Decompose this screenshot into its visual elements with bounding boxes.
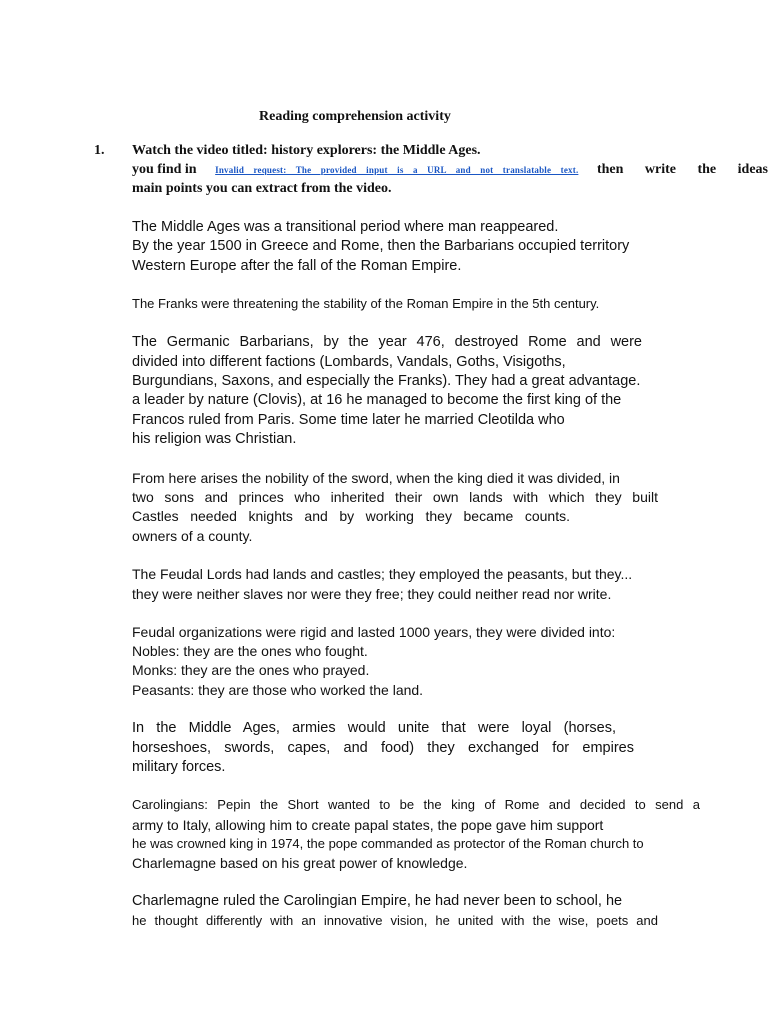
translation-error-link[interactable]: Invalid request: The provided input is a URL and not translatable text.: [215, 165, 579, 175]
p9-line-2: he thought differently with an innovative vision, he united with the wise, poets and: [132, 913, 658, 928]
p8-line-2: army to Italy, allowing him to create papal states, the pope gave him support: [132, 817, 604, 833]
p1-line-2: By the year 1500 in Greece and Rome, then the Barbarians occupied territory: [132, 238, 630, 254]
document-title: Reading comprehension activity: [259, 109, 451, 124]
p3-line-6: his religion was Christian.: [132, 431, 297, 447]
p5-line-2: they were neither slaves nor were they free; they could neither read nor write.: [132, 586, 612, 602]
p1-line-3: Western Europe after the fall of the Roman Empire.: [132, 258, 462, 274]
p3-line-2: divided into different factions (Lombards, Vandals, Goths, Visigoths,: [132, 354, 566, 370]
p7-line-3: military forces.: [132, 759, 226, 775]
p3-line-1: The Germanic Barbarians, by the year 476, destroyed Rome and were: [132, 334, 642, 350]
p4-line-4: owners of a county.: [132, 528, 253, 544]
p4-line-2: two sons and princes who inherited their own lands with which they built: [132, 489, 658, 505]
p4-line-3: Castles needed knights and by working they became counts.: [132, 508, 570, 524]
p8-line-4: Charlemagne based on his great power of knowledge.: [132, 855, 468, 871]
p2-line-1: The Franks were threatening the stability of the Roman Empire in the 5th century.: [132, 296, 600, 311]
question-line-2: [132, 162, 768, 178]
p3-line-5: Francos ruled from Paris. Some time later he married Cleotilda who: [132, 412, 565, 428]
p6-line-4: Peasants: they are those who worked the land.: [132, 682, 424, 698]
p3-line-4: a leader by nature (Clovis), at 16 he managed to become the first king of the: [132, 392, 622, 408]
question-line-2-start: you find in: [132, 162, 197, 177]
question-line-1: Watch the video titled: history explorers: the Middle Ages.: [132, 143, 481, 158]
p3-line-3: Burgundians, Saxons, and especially the Franks). They had a great advantage.: [132, 373, 641, 389]
p6-line-2: Nobles: they are the ones who fought.: [132, 643, 368, 659]
p6-line-3: Monks: they are the ones who prayed.: [132, 662, 370, 678]
p7-line-1: In the Middle Ages, armies would unite that were loyal (horses,: [132, 720, 616, 736]
p5-line-1: The Feudal Lords had lands and castles; they employed the peasants, but they...: [132, 566, 633, 582]
p4-line-1: From here arises the nobility of the sword, when the king died it was divided, in: [132, 470, 620, 486]
question-line-2-end: then write the ideas: [596, 162, 768, 177]
p8-line-1: Carolingians: Pepin the Short wanted to be the king of Rome and decided to send a: [132, 797, 700, 812]
p6-line-1: Feudal organizations were rigid and lasted 1000 years, they were divided into:: [132, 624, 616, 640]
p8-line-3: he was crowned king in 1974, the pope commanded as protector of the Roman church to: [132, 836, 644, 851]
p9-line-1: Charlemagne ruled the Carolingian Empire, he had never been to school, he: [132, 893, 623, 909]
p1-line-1: The Middle Ages was a transitional period where man reappeared.: [132, 219, 559, 235]
question-line-3: main points you can extract from the video.: [132, 181, 392, 196]
question-number: 1.: [94, 143, 105, 158]
p7-line-2: horseshoes, swords, capes, and food) they exchanged for empires: [132, 740, 634, 756]
